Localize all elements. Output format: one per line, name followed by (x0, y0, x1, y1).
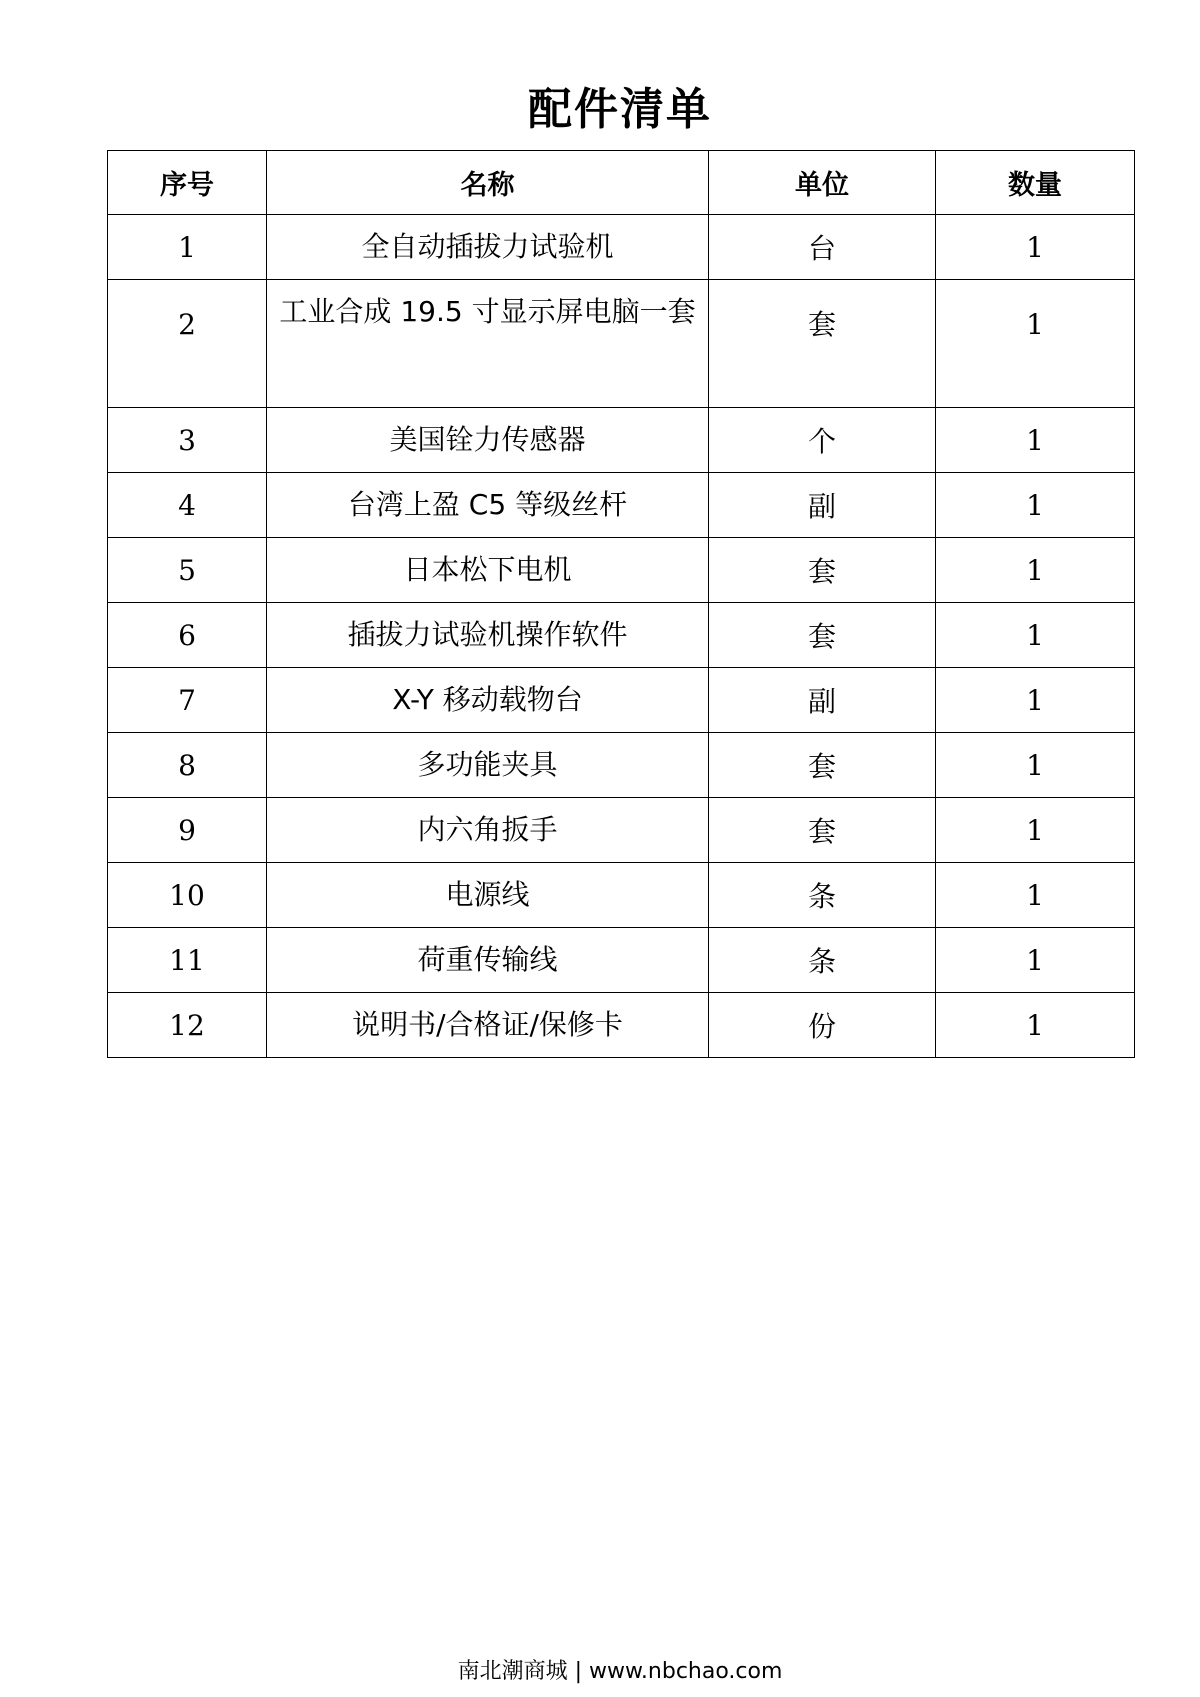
header-index: 序号 (108, 151, 267, 215)
row-name: 说明书/合格证/保修卡 (267, 993, 709, 1058)
header-quantity: 数量 (936, 151, 1135, 215)
row-quantity: 1 (936, 798, 1135, 863)
row-index: 4 (108, 473, 267, 538)
header-unit: 单位 (709, 151, 936, 215)
table-header-row (108, 151, 1135, 215)
table-row (108, 538, 1135, 603)
row-name: 台湾上盈 C5 等级丝杆 (267, 473, 709, 538)
row-index: 7 (108, 668, 267, 733)
row-name (267, 280, 709, 408)
row-index: 11 (108, 928, 267, 993)
row-index: 3 (108, 408, 267, 473)
row-name: 日本松下电机 (267, 538, 709, 603)
row-name-text: 工业合成 19.5 寸显示屏电脑一套 (279, 295, 696, 328)
row-quantity: 1 (936, 928, 1135, 993)
row-name: 荷重传输线 (267, 928, 709, 993)
page-title: 配件清单 (528, 84, 712, 135)
row-unit: 个 (709, 408, 936, 473)
row-unit: 套 (709, 798, 936, 863)
row-index: 8 (108, 733, 267, 798)
table-row (108, 798, 1135, 863)
row-name: 美国铨力传感器 (267, 408, 709, 473)
table-row (108, 863, 1135, 928)
row-index: 12 (108, 993, 267, 1058)
table-row (108, 668, 1135, 733)
row-index: 5 (108, 538, 267, 603)
table-row (108, 993, 1135, 1058)
row-unit (709, 280, 936, 408)
row-unit: 套 (709, 733, 936, 798)
row-quantity-text: 1 (1026, 308, 1044, 341)
row-quantity: 1 (936, 993, 1135, 1058)
row-unit: 条 (709, 928, 936, 993)
table-row (108, 408, 1135, 473)
table-row (108, 733, 1135, 798)
row-unit-text: 套 (807, 308, 836, 341)
row-name: 全自动插拔力试验机 (267, 215, 709, 280)
table-row (108, 603, 1135, 668)
row-name: 内六角扳手 (267, 798, 709, 863)
table-row (108, 280, 1135, 408)
row-quantity: 1 (936, 863, 1135, 928)
row-index: 6 (108, 603, 267, 668)
row-name: X-Y 移动载物台 (267, 668, 709, 733)
row-quantity: 1 (936, 668, 1135, 733)
row-index: 1 (108, 215, 267, 280)
row-quantity (936, 280, 1135, 408)
table-row (108, 473, 1135, 538)
header-name: 名称 (267, 151, 709, 215)
row-name: 多功能夹具 (267, 733, 709, 798)
row-unit: 份 (709, 993, 936, 1058)
row-unit: 台 (709, 215, 936, 280)
row-quantity: 1 (936, 473, 1135, 538)
row-quantity: 1 (936, 603, 1135, 668)
row-index (108, 280, 267, 408)
row-index: 10 (108, 863, 267, 928)
table-row (108, 928, 1135, 993)
row-quantity: 1 (936, 538, 1135, 603)
row-unit: 副 (709, 473, 936, 538)
row-quantity: 1 (936, 733, 1135, 798)
row-name: 插拔力试验机操作软件 (267, 603, 709, 668)
row-unit: 条 (709, 863, 936, 928)
row-unit: 套 (709, 603, 936, 668)
footer-watermark: 南北潮商城 | www.nbchao.com (457, 1659, 783, 1684)
row-quantity: 1 (936, 215, 1135, 280)
row-unit: 副 (709, 668, 936, 733)
row-quantity: 1 (936, 408, 1135, 473)
table-row (108, 215, 1135, 280)
row-name: 电源线 (267, 863, 709, 928)
parts-table (107, 150, 1135, 1058)
row-unit: 套 (709, 538, 936, 603)
row-index-text: 2 (178, 308, 196, 341)
row-index: 9 (108, 798, 267, 863)
